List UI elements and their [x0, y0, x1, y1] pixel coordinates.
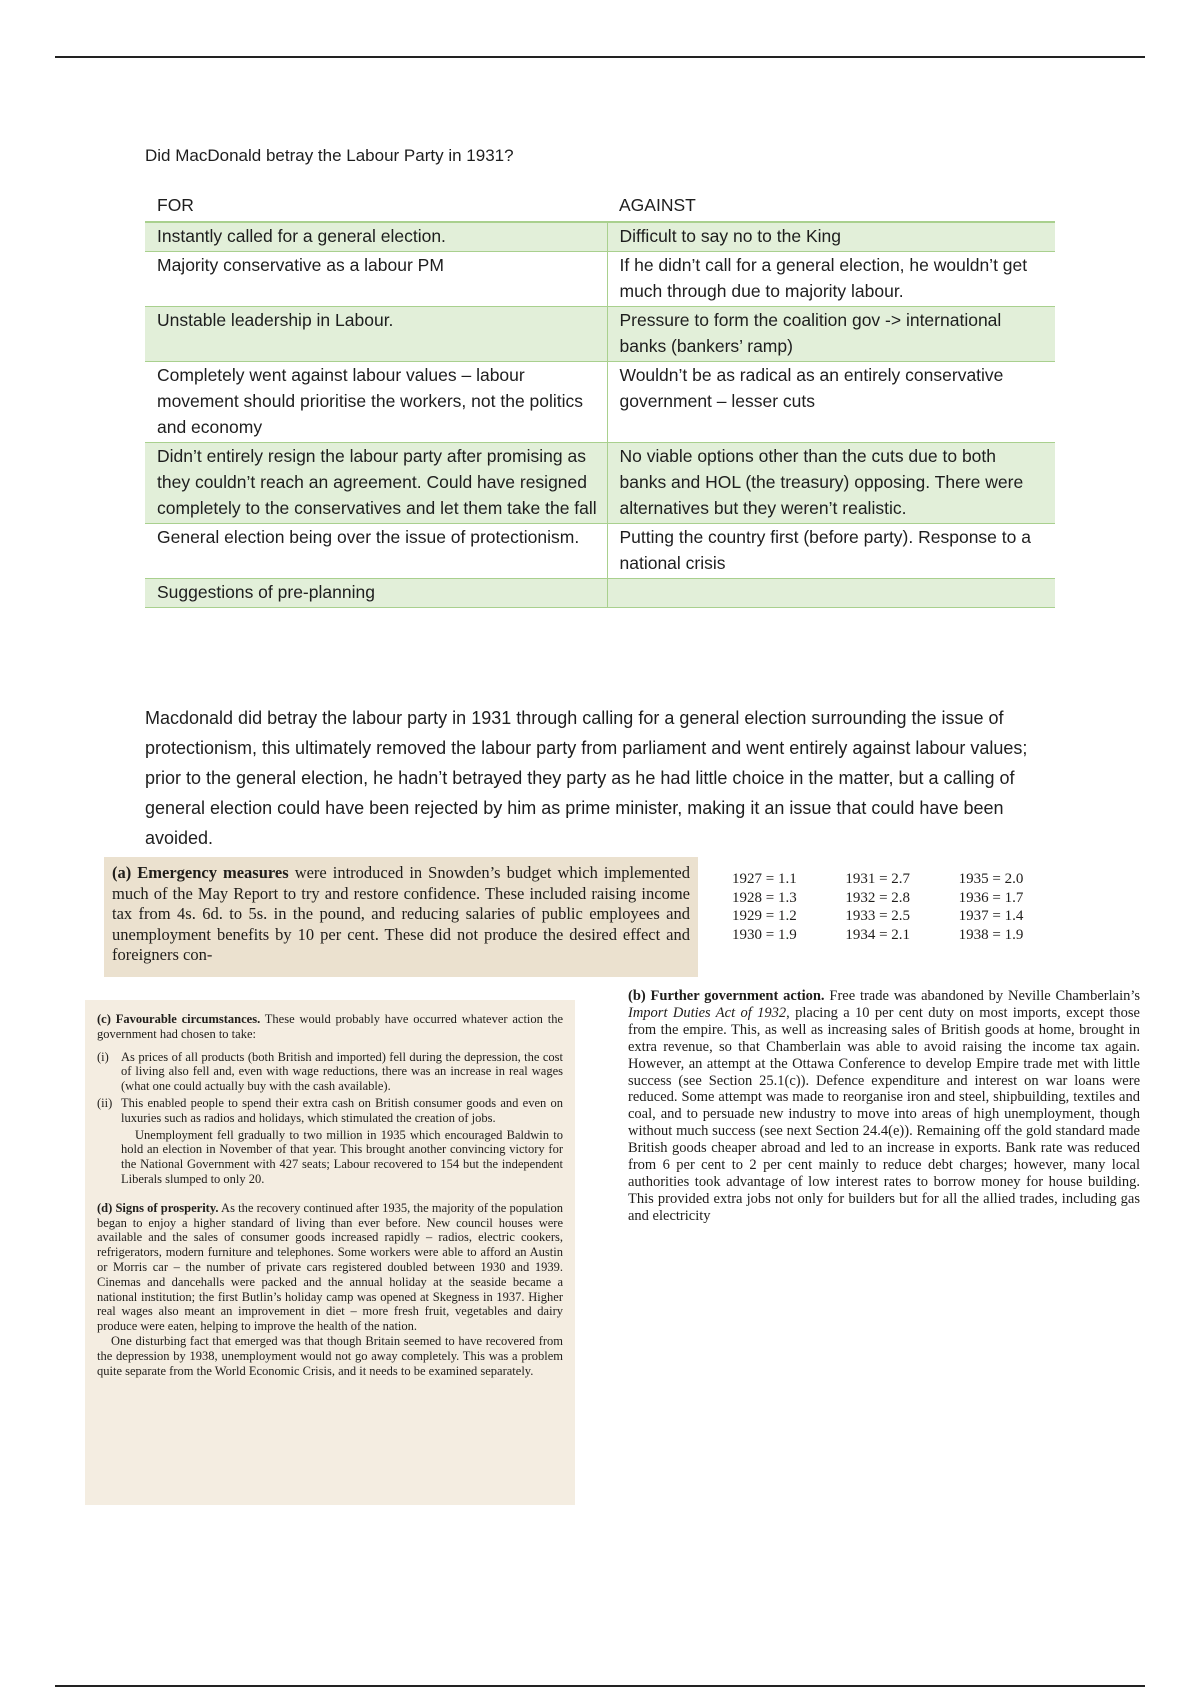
stats-cell: 1935 = 2.0 — [958, 871, 1024, 887]
for-against-table — [145, 190, 1055, 608]
excerpt-a-heading: (a) Emergency measures — [112, 863, 289, 882]
excerpt-a-text: were introduced in Snowden’s budget which implemented much of the May Report to try and restore confidence. These included raising income tax from 4s. 6d. to 5s. in the pound, and reducing salaries of public employees and unemployment benefits by 10 per cent. These did not produce the desired effect and foreigners con- — [112, 863, 690, 964]
list-item-text: This enabled people to spend their extra cash on British consumer goods and even on luxuries such as radios and holidays, which stimulated the creation of jobs. — [121, 1095, 563, 1125]
list-item-number: (ii) — [97, 1095, 113, 1110]
stats-cell: 1932 = 2.8 — [845, 889, 911, 906]
excerpt-b-text-2: , placing a 10 per cent duty on most imports, except those from the empire. This, as well as increasing sales of British goods at home, brought in extra revenue, so that Chamberlain was able to avoid raising the income tax again. However, an attempt at the Ottawa Conference to develop Empire trade met with little success (see Section 25.1(c)). Defence expenditure and interest on war loans were reduced. Some attempt was made to reorganise iron and steel, shipbuilding, textiles and coal, and to persuade new industry to move into areas of high unemployment, though without much success (see next Section 24.4(e)). Remaining off the gold standard made British goods cheaper abroad and led to an increase in exports. Bank rate was reduced from 6 per cent to 2 per cent mainly to reduce debt charges; however, many local authorities took advantage of low interest rates to borrow money for house building. This provided extra jobs not only for builders but for all the allied trades, including gas and electricity — [628, 1004, 1140, 1224]
excerpt-c-heading: (c) Favourable circumstances. — [97, 1012, 261, 1026]
excerpt-b — [628, 988, 1140, 1300]
against-cell: Wouldn’t be as radical as an entirely conservative government – lesser cuts — [607, 362, 1055, 443]
stats-cell: 1934 = 2.1 — [845, 926, 911, 943]
table-header-row — [145, 190, 1055, 222]
excerpt-b-heading: (b) Further government action. — [628, 988, 825, 1004]
table-row — [145, 579, 1055, 608]
list-item — [97, 1050, 563, 1094]
stats-row — [732, 870, 1072, 889]
header-against: AGAINST — [607, 190, 1055, 222]
for-cell: Didn’t entirely resign the labour party after promising as they couldn’t reach an agreement. Could have resigned completely to the conservatives and let them take the fall — [145, 443, 607, 524]
bottom-rule — [55, 1685, 1145, 1687]
excerpt-c-followup: Unemployment fell gradually to two million in 1935 which encouraged Baldwin to hold an election in November of that year. This brought another convincing victory for the National Government with 427 seats; Labour recovered to 154 but the independent Liberals slumped to only 20. — [121, 1127, 563, 1186]
conclusion-paragraph: Macdonald did betray the labour party in 1931 through calling for a general election surrounding the issue of protectionism, this ultimately removed the labour party from parliament and went entirely against labour values; prior to the general election, he hadn’t betrayed they party as he had little choice in the matter, but a calling of general election could have been rejected by him as prime minister, making it an issue that could have been avoided. — [145, 708, 1028, 848]
table-row — [145, 362, 1055, 443]
table-row — [145, 307, 1055, 362]
against-cell: No viable options other than the cuts due to both banks and HOL (the treasury) opposing. There were alternatives but they weren’t realistic. — [607, 443, 1055, 524]
top-rule — [55, 56, 1145, 58]
list-item-text: As prices of all products (both British and imported) fell during the depression, the cost of living also fell and, even with wage reductions, there was an increase in real wages (what one could actually buy with the cash available). — [121, 1049, 563, 1094]
unemployment-figures — [732, 870, 1072, 944]
list-item-number: (i) — [97, 1049, 109, 1064]
stats-cell: 1930 = 1.9 — [732, 926, 797, 943]
table-row — [145, 443, 1055, 524]
excerpt-c-d — [85, 1000, 575, 1505]
page-title: Did MacDonald betray the Labour Party in 1931? — [145, 146, 514, 165]
stats-cell: 1931 = 2.7 — [845, 871, 911, 887]
excerpt-d-heading: (d) Signs of prosperity. — [97, 1200, 219, 1215]
against-cell: If he didn’t call for a general election, he wouldn’t get much through due to majority labour. — [607, 252, 1055, 307]
stats-cell: 1936 = 1.7 — [958, 889, 1024, 906]
against-cell — [607, 579, 1055, 608]
header-for: FOR — [145, 190, 607, 222]
stats-cell: 1937 = 1.4 — [958, 908, 1024, 924]
stats-cell: 1933 = 2.5 — [845, 908, 911, 924]
excerpt-d-paragraph — [97, 1201, 563, 1334]
for-cell: Suggestions of pre-planning — [145, 579, 607, 608]
stats-cell: 1929 = 1.2 — [732, 908, 797, 924]
excerpt-d-text: As the recovery continued after 1935, the majority of the population began to enjoy a higher standard of living than ever before. New council houses were available and the sales of consumer goods increased rapidly – radios, electric cookers, refrigerators, modern furniture and telephones. Some workers were able to afford an Austin or Morris car – the number of private cars registered doubled between 1930 and 1939. Cinemas and dancehalls were packed and the annual holiday at the seaside became a national institution; the first Butlin’s holiday camp was opened at Skegness in 1937. Higher real wages also meant an improvement in diet – more fresh fruit, vegetables and dairy produce were eaten, helping to improve the health of the nation. — [97, 1200, 563, 1334]
stats-cell: 1927 = 1.1 — [732, 871, 797, 887]
excerpt-a — [104, 857, 698, 977]
for-cell: Instantly called for a general election. — [145, 222, 607, 252]
table-row — [145, 222, 1055, 252]
excerpt-b-text-1: Free trade was abandoned by Neville Chamberlain’s — [829, 988, 1140, 1004]
stats-cell: 1928 = 1.3 — [732, 889, 797, 906]
for-cell: General election being over the issue of protectionism. — [145, 524, 607, 579]
for-cell: Completely went against labour values – labour movement should prioritise the workers, not the politics and economy — [145, 362, 607, 443]
against-cell: Pressure to form the coalition gov -> international banks (bankers’ ramp) — [607, 307, 1055, 362]
table-row — [145, 524, 1055, 579]
stats-row — [732, 907, 1072, 926]
stats-row — [732, 926, 1072, 945]
against-cell: Putting the country first (before party). Response to a national crisis — [607, 524, 1055, 579]
stats-row — [732, 889, 1072, 908]
for-cell: Unstable leadership in Labour. — [145, 307, 607, 362]
table-row — [145, 252, 1055, 307]
against-cell: Difficult to say no to the King — [607, 222, 1055, 252]
excerpt-c-lead-paragraph — [97, 1012, 563, 1042]
stats-cell: 1938 = 1.9 — [958, 926, 1024, 943]
excerpt-b-italic: Import Duties Act of 1932 — [628, 1004, 787, 1021]
excerpt-d-text-2: One disturbing fact that emerged was that though Britain seemed to have recovered from the depression by 1938, unemployment would not go away completely. This was a problem quite separate from the World Economic Crisis, and it needs to be examined separately. — [97, 1333, 563, 1378]
list-item — [97, 1096, 563, 1126]
for-cell: Majority conservative as a labour PM — [145, 252, 607, 307]
excerpt-c-lead: These would probably have occurred whatever action the government had chosen to take: — [97, 1012, 563, 1041]
